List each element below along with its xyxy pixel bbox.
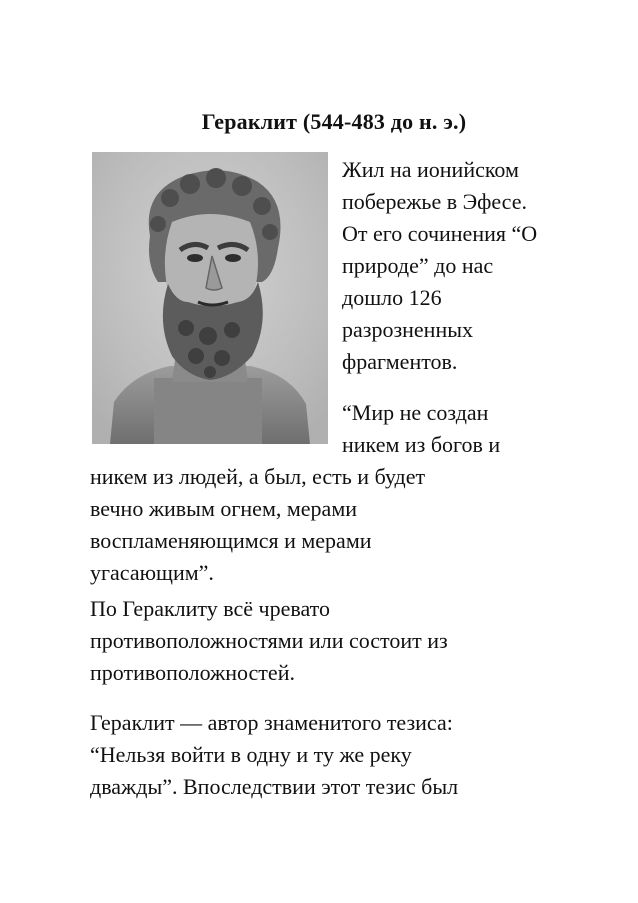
text-line: противоположностей. xyxy=(90,660,295,685)
text-line: фрагментов. xyxy=(342,349,458,374)
text-line: вечно живым огнем, мерами xyxy=(90,496,358,521)
text-line: дважды”. Впоследствии этот тезис был xyxy=(90,774,459,799)
quote-paragraph-start xyxy=(342,397,500,461)
text-line: От его сочинения “О xyxy=(342,221,538,246)
page-title: Гераклит (544-483 до н. э.) xyxy=(201,109,467,134)
text-line: “Нельзя войти в одну и ту же реку xyxy=(90,742,412,767)
text-line: разрозненных xyxy=(342,317,474,342)
thesis-paragraph xyxy=(90,707,458,803)
text-line: Жил на ионийском xyxy=(342,157,519,182)
text-line: побережье в Эфесе. xyxy=(342,189,527,214)
text-line: никем из богов и xyxy=(342,432,501,457)
text-line: воспламеняющимся и мерами xyxy=(90,528,372,553)
text-line: Гераклит — автор знаменитого тезиса: xyxy=(90,710,453,735)
text-line: “Мир не создан xyxy=(342,400,489,425)
heraclitus-bust-illustration xyxy=(92,152,328,444)
text-line: природе” до нас xyxy=(342,253,494,278)
quote-paragraph-continuation xyxy=(90,461,425,589)
opposites-paragraph xyxy=(90,593,448,689)
text-line: никем из людей, а был, есть и будет xyxy=(90,464,426,489)
text-line: противоположностями или состоит из xyxy=(90,628,448,653)
text-line: угасающим”. xyxy=(90,560,214,585)
text-line: По Гераклиту всё чревато xyxy=(90,596,330,621)
text-line: дошло 126 xyxy=(342,285,442,310)
intro-paragraph xyxy=(342,154,537,378)
